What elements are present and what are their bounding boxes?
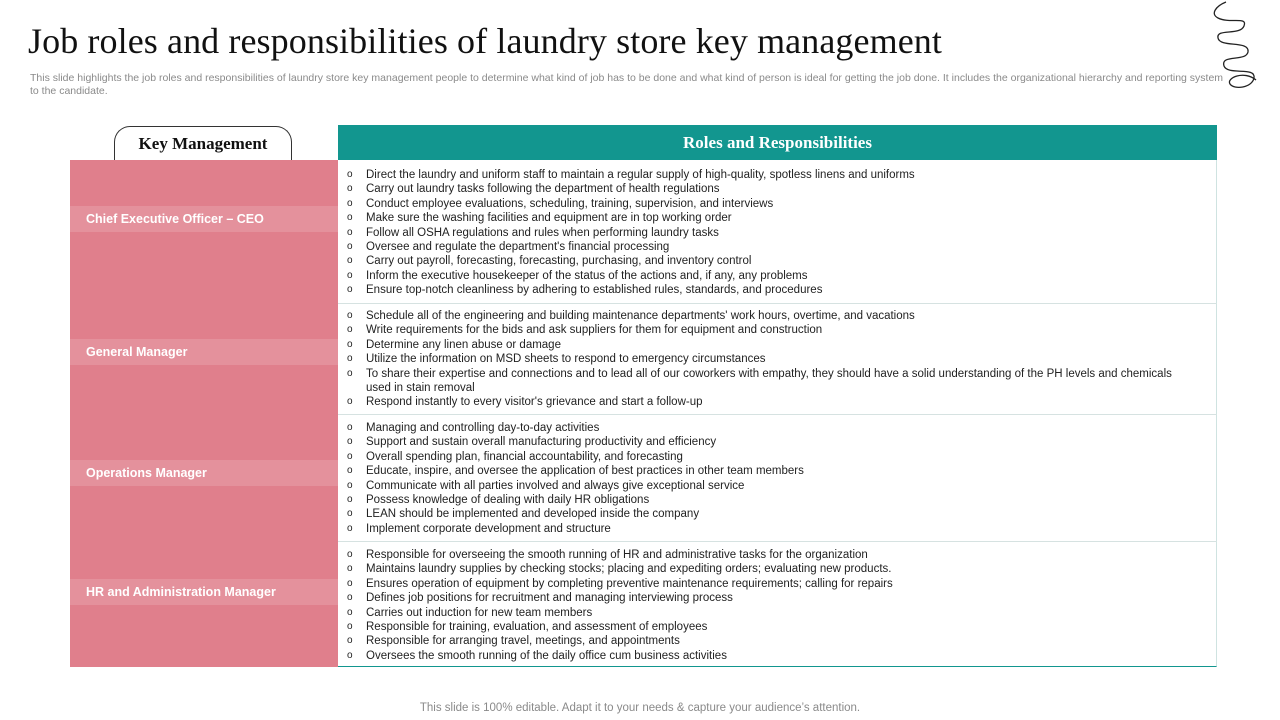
general-manager-responsibilities xyxy=(347,309,1187,410)
role-general-manager-label: General Manager xyxy=(70,339,338,365)
list-item: o Make sure the washing facilities and equipment are in top working order xyxy=(347,211,1187,225)
list-item: o Follow all OSHA regulations and rules when performing laundry tasks xyxy=(347,226,1187,240)
key-management-header: Key Management xyxy=(114,126,292,160)
list-item: o Maintains laundry supplies by checking stocks; placing and expediting orders; evaluating new products. xyxy=(347,562,1187,576)
list-item: o Carries out induction for new team members xyxy=(347,606,1187,620)
list-item: o Responsible for training, evaluation, and assessment of employees xyxy=(347,620,1187,634)
row-divider xyxy=(338,303,1217,304)
page-title: Job roles and responsibilities of laundry store key management xyxy=(28,21,942,61)
list-item: o Utilize the information on MSD sheets to respond to emergency circumstances xyxy=(347,352,1187,366)
list-item: o Carry out payroll, forecasting, forecasting, purchasing, and inventory control xyxy=(347,254,1187,268)
list-item: o Inform the executive housekeeper of the status of the actions and, if any, any problems xyxy=(347,269,1187,283)
list-item: o Direct the laundry and uniform staff to maintain a regular supply of high-quality, spotless linens and uniforms xyxy=(347,168,1187,182)
operations-manager-responsibilities xyxy=(347,421,1187,536)
list-item: o Overall spending plan, financial accountability, and forecasting xyxy=(347,450,1187,464)
list-item: o Educate, inspire, and oversee the application of best practices in other team members xyxy=(347,464,1187,478)
role-ceo-label: Chief Executive Officer – CEO xyxy=(70,206,338,232)
list-item: o Respond instantly to every visitor's grievance and start a follow-up xyxy=(347,395,1187,409)
ceo-responsibilities xyxy=(347,168,1187,298)
list-item: o To share their expertise and connections and to lead all of our coworkers with empathy, they should have a solid understanding of the PH levels and chemicals used in stain removal xyxy=(347,367,1187,396)
list-item: o Responsible for overseeing the smooth running of HR and administrative tasks for the organization xyxy=(347,548,1187,562)
list-item: o Managing and controlling day-to-day activities xyxy=(347,421,1187,435)
row-divider xyxy=(338,414,1217,415)
list-item: o Ensures operation of equipment by completing preventive maintenance requirements; calling for repairs xyxy=(347,577,1187,591)
list-item: o Carry out laundry tasks following the department of health regulations xyxy=(347,182,1187,196)
roles-responsibilities-header: Roles and Responsibilities xyxy=(338,125,1217,160)
row-divider xyxy=(338,541,1217,542)
page-subtitle: This slide highlights the job roles and responsibilities of laundry store key management people to determine what kind of job has to be done and what kind of person is ideal for getting the job done. It includes the organizational hierarchy and reporting system to the candidate. xyxy=(30,72,1224,97)
list-item: o Defines job positions for recruitment and managing interviewing process xyxy=(347,591,1187,605)
list-item: o Oversee and regulate the department's financial processing xyxy=(347,240,1187,254)
role-operations-manager-label: Operations Manager xyxy=(70,460,338,486)
list-item: o Oversees the smooth running of the daily office cum business activities xyxy=(347,649,1187,663)
list-item: o Write requirements for the bids and ask suppliers for them for equipment and construction xyxy=(347,323,1187,337)
hr-admin-manager-responsibilities xyxy=(347,548,1187,663)
list-item: o Schedule all of the engineering and building maintenance departments' work hours, overtime, and vacations xyxy=(347,309,1187,323)
list-item: o Communicate with all parties involved and always give exceptional service xyxy=(347,479,1187,493)
list-item: o Implement corporate development and structure xyxy=(347,522,1187,536)
list-item: o Ensure top-notch cleanliness by adhering to established rules, standards, and procedures xyxy=(347,283,1187,297)
list-item: o Possess knowledge of dealing with daily HR obligations xyxy=(347,493,1187,507)
footer-note: This slide is 100% editable. Adapt it to your needs & capture your audience’s attention. xyxy=(419,702,861,714)
swirl-decoration-icon xyxy=(1200,0,1270,95)
list-item: o LEAN should be implemented and developed inside the company xyxy=(347,507,1187,521)
list-item: o Responsible for arranging travel, meetings, and appointments xyxy=(347,634,1187,648)
list-item: o Determine any linen abuse or damage xyxy=(347,338,1187,352)
role-hr-admin-manager-label: HR and Administration Manager xyxy=(70,579,338,605)
list-item: o Conduct employee evaluations, scheduling, training, supervision, and interviews xyxy=(347,197,1187,211)
list-item: o Support and sustain overall manufacturing productivity and efficiency xyxy=(347,435,1187,449)
